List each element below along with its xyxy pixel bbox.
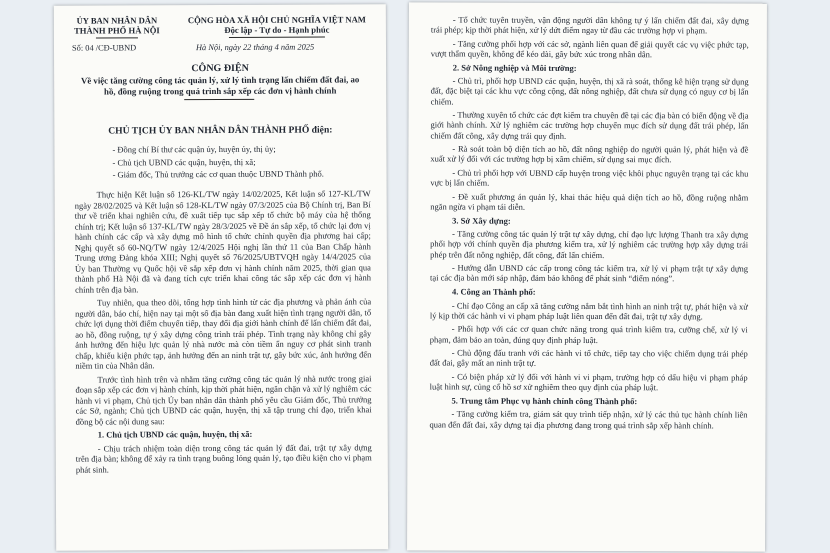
section-heading: 1. Chủ tịch UBND các quận, huyện, thị xã:: [97, 428, 253, 440]
header-underline-left: [96, 37, 138, 38]
section-heading: 4. Công an Thành phố:: [451, 286, 536, 297]
nation-name: CỘNG HÒA XÃ HỘI CHỦ NGHĨA VIỆT NAM: [187, 14, 366, 26]
body-paragraph: Trước tình hình trên và nhằm tăng cường công tác quản lý nhà nước trong giai đoạn sắp xếp các đơn vị hành chính, kịp thời phát hiện, ngăn chặn và xử lý nghiêm các hành vi vi phạm, Chủ tịch Ủy ban nhân dân thành phố yêu cầu Giám đốc, Thủ trưởng các Sở, ngành; Chủ tịch UBND các quận, huyện, thị xã tập trung chỉ đạo, triển khai đồng bộ các nội dung sau:: [75, 372, 372, 427]
section-item: - Chỉ đạo Công an cấp xã tăng cường nắm bắt tình hình an ninh trật tự, phát hiện và xử lý kịp thời các hành vi vi phạm pháp luật liên quan đến đất đai, trật tự xây dựng.: [429, 300, 748, 322]
subject-underline: [184, 99, 254, 100]
section-heading: 3. Sở Xây dựng:: [452, 215, 511, 226]
document-page-2: [407, 2, 767, 551]
body-paragraph: Tuy nhiên, qua theo dõi, tổng hợp tình hình từ các địa phương và phản ánh của người dân, báo chí, hiện nay tại một số địa bàn đang xuất hiện tình trạng người dân, tổ chức lợi dụng thời điểm chuyển tiếp, thay đổi địa giới hành chính để lấn chiếm đất đai, ao hồ, đồng ruộng, tự ý xây dựng công trình trái phép. Tình trạng này không chỉ gây ảnh hưởng đến hiệu lực quản lý nhà nước mà còn tiềm ẩn nguy cơ phát sinh tranh chấp, khiếu kiện phức tạp, ảnh hưởng đến an ninh trật tự, gây bức xúc, ảnh hưởng đến niềm tin của Nhân dân.: [75, 296, 372, 371]
issuing-authority-line2: THÀNH PHỐ HÀ NỘI: [74, 25, 160, 36]
recipient-item: - Giám đốc, Thủ trưởng các cơ quan thuộc UBND Thành phố.: [112, 168, 324, 180]
document-body: [75, 188, 372, 474]
section-item: - Tăng cường phối hợp với các sở, ngành liên quan để giải quyết các vụ việc phức tạp, vượt thẩm quyền, không để kéo dài, gây bức xúc trong nhân dân.: [430, 38, 749, 60]
section-item: - Chủ trì phối hợp với UBND cấp huyện trong việc khôi phục nguyên trạng tại các khu vực bị lấn chiếm.: [430, 167, 749, 188]
section-item: - Đề xuất phương án quản lý, khai thác hiệu quả diện tích ao hồ, đồng ruộng nhằm ngăn ngừa vi phạm tái diễn.: [430, 191, 749, 212]
section-item: - Tăng cường công tác quản lý trật tự xây dựng, chỉ đạo lực lượng Thanh tra xây dựng phối hợp với chính quyền địa phương kiểm tra, xử lý nghiêm các trường hợp xây dựng trái phép trên đất nông nghiệp, đất công, đất lấn chiếm.: [430, 228, 749, 260]
section-item: - Rà soát toàn bộ diện tích ao hồ, đất nông nghiệp do người quản lý, phát hiện và đề xuất xử lý đối với các trường hợp bị xâm chiếm, sử dụng sai mục đích.: [430, 143, 749, 165]
body-paragraph: Thực hiện Kết luận số 126-KL/TW ngày 14/02/2025, Kết luận số 127-KL/TW ngày 28/02/2025 và Kết luận số 128-KL/TW ngày 07/3/2025 của Bộ Chính trị, Ban Bí thư về triển khai nghiên cứu, đề xuất tiếp tục sắp xếp tổ chức bộ máy của hệ thống chính trị; Kết luận số 137-KL/TW ngày 28/3/2025 về Đề án sắp xếp, tổ chức lại đơn vị hành chính các cấp và xây dựng mô hình tổ chức chính quyền địa phương hai cấp; Nghị quyết số 60-NQ/TW ngày 12/4/2025 Hội nghị lần thứ 11 của Ban Chấp hành Trung ương Đảng khóa XIII; Nghị quyết số 76/2025/UBTVQH ngày 14/4/2025 của Ủy ban Thường vụ Quốc hội về sắp xếp đơn vị hành chính năm 2025, thời gian qua thành phố Hà Nội đã và đang tích cực triển khai công tác sắp xếp các đơn vị hành chính trên địa bàn.: [74, 188, 372, 295]
section-item: - Có biện pháp xử lý đối với hành vi vi phạm, trường hợp có dấu hiệu vi phạm pháp luật hình sự, củng cố hồ sơ xử nghiêm theo quy định của pháp luật.: [429, 371, 748, 393]
subject-line2: hồ, đồng ruộng trong quá trình sắp xếp các đơn vị hành chính: [104, 84, 337, 97]
section-item: - Hướng dẫn UBND các cấp trong công tác kiểm tra, xử lý vi phạm trật tự xây dựng tại các địa bàn mới sáp nhập, đảm bảo không để phát sinh “điểm nóng”.: [429, 262, 749, 284]
issuing-authority: [62, 15, 172, 35]
issue-date: Hà Nội, ngày 22 tháng 4 năm 2025: [195, 42, 315, 53]
section-item: - Phối hợp với các cơ quan chức năng trong quá trình kiểm tra, cưỡng chế, xử lý vi phạm, đảm bảo an toàn, đúng quy định pháp luật.: [429, 323, 748, 345]
nation-motto: Độc lập - Tự do - Hạnh phúc: [224, 24, 330, 35]
section-item: - Tổ chức tuyên truyền, vận động người dân không tự ý lấn chiếm đất đai, xây dựng trái phép; kịp thời phát hiện, xử lý dứt điểm ngay từ đầu các trường hợp vi phạm.: [430, 14, 749, 36]
recipient-list: [112, 142, 372, 181]
subject-line1: Về việc tăng cường công tác quản lý, xử lý tình trạng lấn chiếm đất đai, ao: [80, 74, 360, 86]
national-motto: [172, 14, 382, 35]
document-page-1: [54, 4, 388, 550]
document-number: Số: 04 /CĐ-UBND: [71, 43, 137, 53]
issuing-authority-line1: ỦY BAN NHÂN DÂN: [76, 15, 158, 26]
section-item: - Thường xuyên tổ chức các đợt kiểm tra chuyên đề tại các địa bàn có biến động về địa giới hành chính. Xử lý nghiêm các trường hợp chuyển mục đích sử dụng đất trái phép, lấn chiếm đất công, xây dựng trái quy định.: [430, 109, 749, 141]
sender-heading: CHỦ TỊCH ỦY BAN NHÂN DÂN THÀNH PHỐ điện:: [108, 124, 333, 137]
document-title: CÔNG ĐIỆN: [191, 62, 249, 75]
header-underline-right: [229, 37, 325, 38]
recipient-item: - Chủ tịch UBND các quận, huyện, thị xã;: [112, 156, 256, 167]
recipient-item: - Đồng chí Bí thư các quận ủy, huyện ủy, thị ủy;: [112, 143, 276, 155]
document-body-continued: [429, 14, 748, 433]
section-heading: 2. Sở Nông nghiệp và Môi trường:: [452, 62, 577, 73]
section-heading: 5. Trung tâm Phục vụ hành chính công Thành phố:: [451, 395, 638, 406]
section-item: - Tăng cường kiểm tra, giám sát quy trình tiếp nhận, xử lý các thủ tục hành chính liên quan đến đất đai, xây dựng tại địa phương đang trong quá trình sắp xếp hành chính.: [429, 408, 748, 430]
section-item: - Chủ trì, phối hợp UBND các quận, huyện, thị xã rà soát, thống kê hiện trạng sử dụng đất, đặc biệt tại các khu vực công cộng, đất nông nghiệp, đất chưa sử dụng có nguy cơ bị lấn chiếm.: [430, 75, 749, 107]
section-item: - Chịu trách nhiệm toàn diện trong công tác quản lý đất đai, trật tự xây dựng trên địa bàn; không để xảy ra tình trạng buông lỏng quản lý, tạo điều kiện cho vi phạm phát sinh.: [75, 441, 372, 475]
section-item: - Chủ động đấu tranh với các hành vi tổ chức, tiếp tay cho việc chiếm dụng trái phép đất đai, gây mất an ninh trật tự.: [429, 347, 748, 369]
document-subject: [54, 74, 386, 96]
